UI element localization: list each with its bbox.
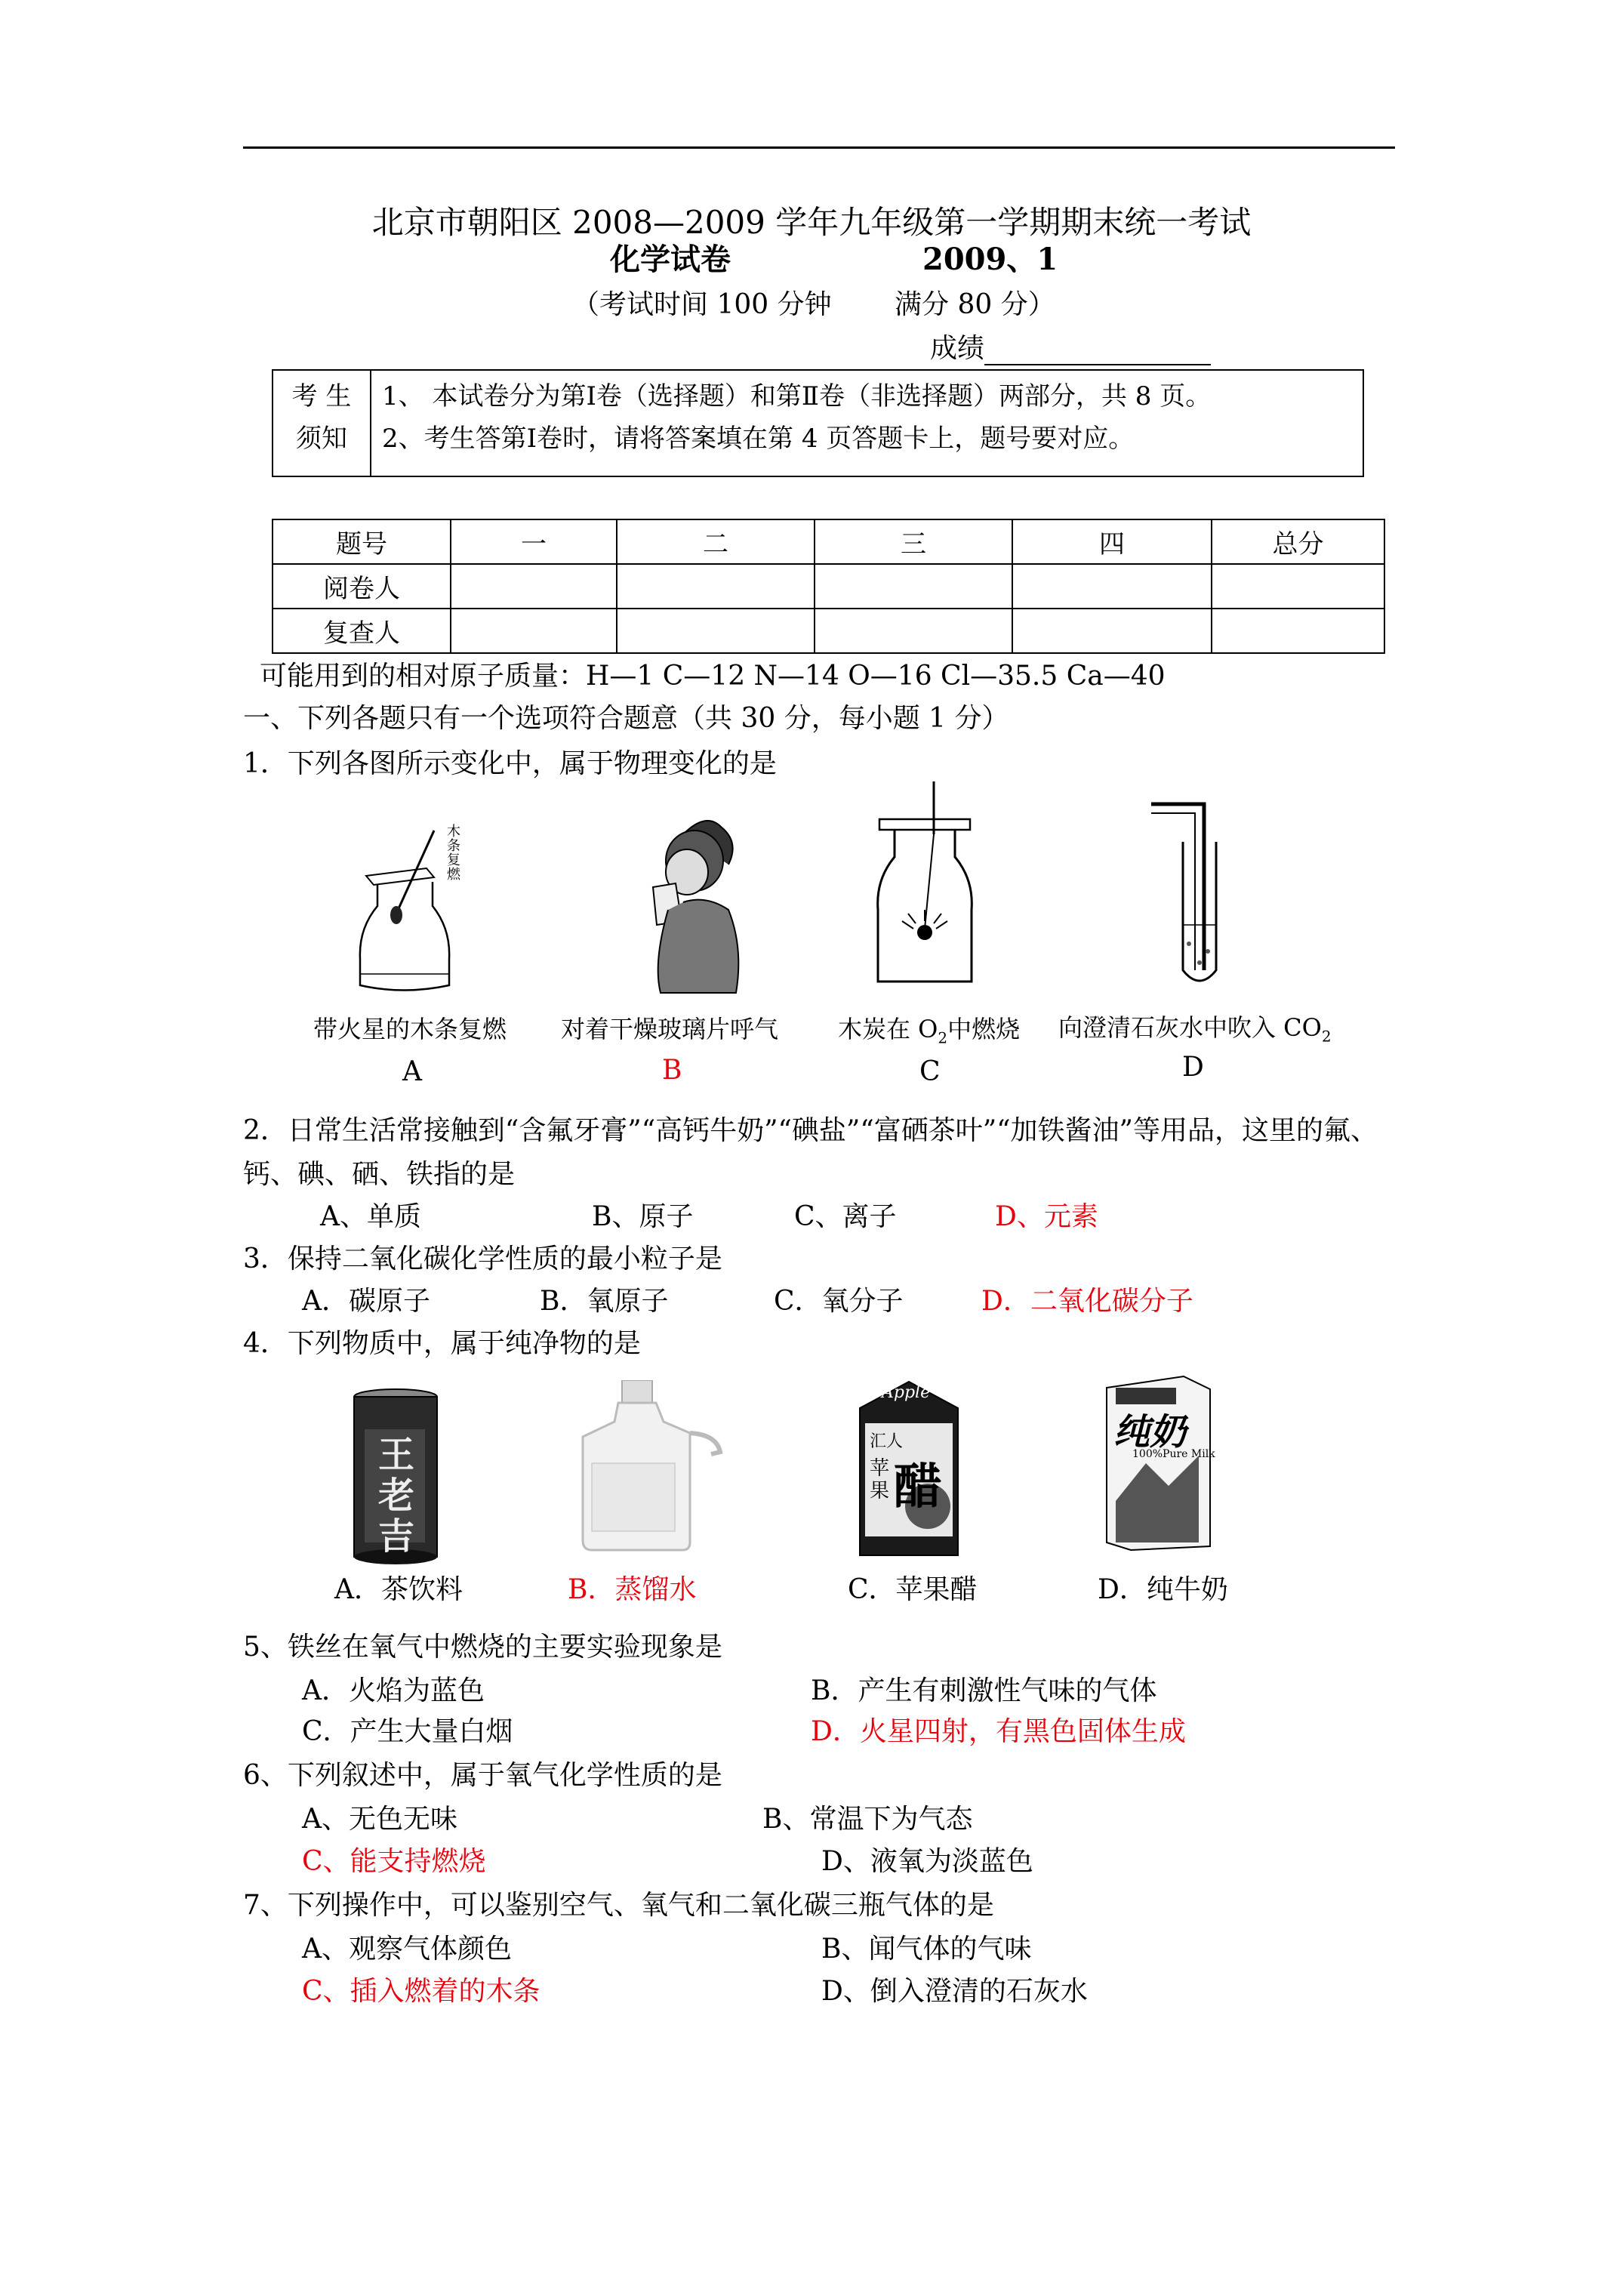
option[interactable]: A．火焰为蓝色 xyxy=(302,1675,485,1706)
option-answer[interactable]: D、元素 xyxy=(995,1201,1098,1232)
exam-date: 2009、1 xyxy=(922,242,1058,277)
score-header: 总分 xyxy=(1212,519,1384,564)
score-cell[interactable] xyxy=(815,564,1012,609)
vinegar-label-apple: 苹果 xyxy=(870,1457,890,1502)
option[interactable]: A、观察气体颜色 xyxy=(302,1934,512,1965)
option[interactable]: C．苹果醋 xyxy=(848,1574,978,1605)
atomic-masses: 可能用到的相对原子质量：H—1 C—12 N—14 O—16 Cl—35.5 Ca—40 xyxy=(260,661,1166,692)
top-rule xyxy=(243,146,1395,149)
question-stem: 1．下列各图所示变化中，属于物理变化的是 xyxy=(243,748,777,779)
option[interactable]: D、倒入澄清的石灰水 xyxy=(821,1976,1088,2007)
score-cell[interactable] xyxy=(815,609,1012,653)
score-header: 一 xyxy=(451,519,617,564)
score-cell[interactable] xyxy=(451,609,617,653)
option[interactable]: D．纯牛奶 xyxy=(1098,1574,1228,1605)
question-stem-cont: 钙、碘、硒、铁指的是 xyxy=(243,1159,516,1190)
option[interactable]: A、单质 xyxy=(320,1201,421,1232)
score-cell[interactable] xyxy=(1012,564,1212,609)
grade-field xyxy=(930,332,1211,365)
score-cell[interactable] xyxy=(1212,564,1384,609)
score-cell[interactable] xyxy=(617,564,815,609)
score-header: 题号 xyxy=(273,519,451,564)
option[interactable]: A、无色无味 xyxy=(302,1804,457,1835)
option-answer[interactable]: D．二氧化碳分子 xyxy=(981,1286,1193,1317)
option[interactable]: C、离子 xyxy=(794,1201,897,1232)
question-stem: 5、铁丝在氧气中燃烧的主要实验现象是 xyxy=(243,1632,722,1663)
vinegar-label: 醋 xyxy=(894,1459,942,1515)
milk-box-image xyxy=(1101,1373,1214,1551)
option-letter-d: D xyxy=(1182,1052,1204,1083)
option[interactable]: B、原子 xyxy=(592,1201,694,1232)
option-answer[interactable]: D．火星四射，有黑色固体生成 xyxy=(811,1716,1186,1747)
score-cell[interactable] xyxy=(451,564,617,609)
notice-item: 2、考生答第Ⅰ卷时，请将答案填在第 4 页答题卡上，题号要对应。 xyxy=(382,424,1135,454)
girl-breathing-figure xyxy=(638,812,744,1000)
score-header: 三 xyxy=(815,519,1012,564)
charcoal-bottle-figure xyxy=(872,781,985,993)
notice-label: 考 生 须知 xyxy=(273,370,371,476)
grade-blank[interactable] xyxy=(984,335,1211,365)
test-tube-figure xyxy=(1144,797,1227,993)
grade-label: 成绩 xyxy=(930,333,985,364)
score-info: 满分 80 分） xyxy=(895,289,1055,320)
option-letter-c: C xyxy=(919,1056,941,1087)
option-answer[interactable]: B．蒸馏水 xyxy=(568,1574,697,1605)
milk-sub: 100%Pure Milk xyxy=(1132,1448,1215,1460)
can-text: 王老吉 xyxy=(377,1434,414,1558)
figure-label: 木条复燃 xyxy=(447,824,460,883)
option[interactable]: D、液氧为淡蓝色 xyxy=(821,1846,1033,1877)
exam-title: 北京市朝阳区 2008—2009 学年九年级第一学期期末统一考试 xyxy=(371,204,1252,241)
option[interactable]: C．产生大量白烟 xyxy=(302,1716,513,1747)
option[interactable]: B、常温下为气态 xyxy=(762,1804,973,1835)
caption-b: 对着干燥玻璃片呼气 xyxy=(561,1015,779,1043)
subject-title: 化学试卷 xyxy=(610,242,731,277)
option[interactable]: B．产生有刺激性气味的气体 xyxy=(811,1675,1157,1706)
score-cell[interactable] xyxy=(1212,609,1384,653)
caption-c: 木炭在 $O_2$中燃烧 xyxy=(838,1015,1021,1047)
option[interactable]: B．氧原子 xyxy=(540,1286,669,1317)
score-header: 四 xyxy=(1012,519,1212,564)
option[interactable]: A．茶饮料 xyxy=(334,1574,463,1605)
caption-a: 带火星的木条复燃 xyxy=(313,1015,507,1043)
score-table xyxy=(272,519,1385,654)
score-header: 二 xyxy=(617,519,815,564)
question-stem: 7、下列操作中，可以鉴别空气、氧气和二氧化碳三瓶气体的是 xyxy=(243,1890,994,1921)
time-info: （考试时间 100 分钟 xyxy=(572,289,832,320)
section-heading: 一、下列各题只有一个选项符合题意（共 30 分，每小题 1 分） xyxy=(243,703,1009,734)
option-letter-a: A xyxy=(402,1056,422,1087)
score-cell[interactable] xyxy=(1012,609,1212,653)
row-label: 阅卷人 xyxy=(273,564,451,609)
vinegar-brand: 汇人 xyxy=(870,1432,904,1451)
option[interactable]: B、闻气体的气味 xyxy=(821,1934,1032,1965)
notice-item: 1、 本试卷分为第Ⅰ卷（选择题）和第Ⅱ卷（非选择题）两部分，共 8 页。 xyxy=(382,381,1212,411)
option[interactable]: A．碳原子 xyxy=(302,1286,430,1317)
notice-items xyxy=(371,370,1363,476)
milk-brand: 纯奶 xyxy=(1113,1411,1187,1453)
question-stem: 3．保持二氧化碳化学性质的最小粒子是 xyxy=(243,1244,722,1274)
option-answer[interactable]: C、能支持燃烧 xyxy=(302,1846,486,1877)
question-stem: 2．日常生活常接触到“含氟牙膏”“高钙牛奶”“碘盐”“富硒茶叶”“加铁酱油”等用品，这里的氟、 xyxy=(243,1115,1378,1146)
option-answer[interactable]: C、插入燃着的木条 xyxy=(302,1976,540,2007)
option-letter-b: B xyxy=(662,1055,682,1086)
question-stem: 6、下列叙述中，属于氧气化学性质的是 xyxy=(243,1760,722,1791)
notice-box xyxy=(272,369,1364,477)
distilled-water-bottle-image xyxy=(577,1380,728,1554)
option[interactable]: C．氧分子 xyxy=(774,1286,904,1317)
caption-d: 向澄清石灰水中吹入 $CO_2$ xyxy=(1058,1013,1332,1046)
vinegar-top-text: Apple xyxy=(882,1383,931,1402)
row-label: 复查人 xyxy=(273,609,451,653)
score-cell[interactable] xyxy=(617,609,815,653)
question-stem: 4．下列物质中，属于纯净物的是 xyxy=(243,1328,641,1359)
